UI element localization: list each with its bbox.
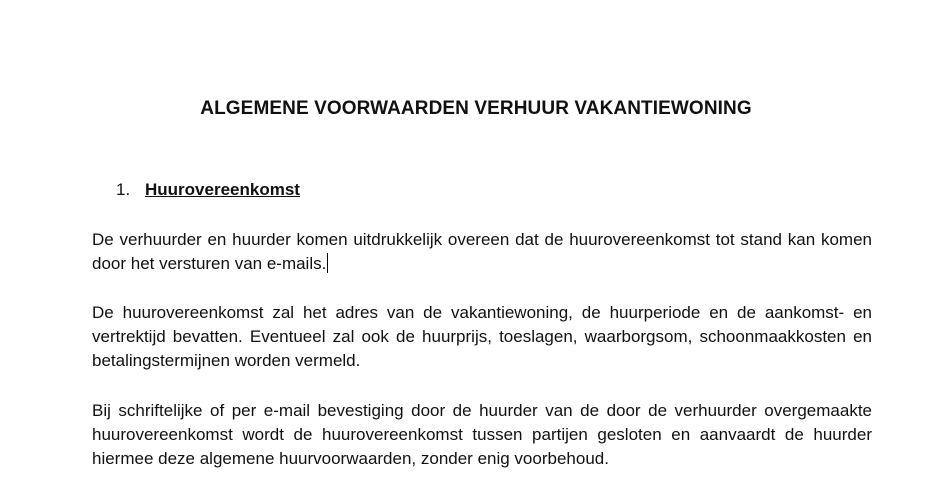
- text-cursor: [327, 253, 328, 273]
- section-heading: [116, 180, 300, 200]
- paragraph-1-text: De verhuurder en huurder komen uitdrukkelijk overeen dat de huurovereenkomst tot stand kan komen door het versturen van e-mails.: [92, 230, 872, 273]
- paragraph-2[interactable]: De huurovereenkomst zal het adres van de vakantiewoning, de huurperiode en de aankomst- en vertrektijd bevatten. Eventueel zal ook de huurprijs, toeslagen, waarborgsom, schoonmaakkosten en betalingstermijnen worden vermeld.: [92, 303, 872, 370]
- document-title: ALGEMENE VOORWAARDEN VERHUUR VAKANTIEWONING: [200, 98, 752, 119]
- section-number: 1.: [116, 180, 131, 199]
- section-heading-label: Huurovereenkomst: [145, 180, 300, 199]
- paragraph-3[interactable]: Bij schriftelijke of per e-mail bevestiging door de huurder van de door de verhuurder overgemaakte huurovereenkomst wordt de huurovereenkomst tussen partijen gesloten en aanvaardt de huurder hiermee deze algemene huurvoorwaarden, zonder enig voorbehoud.: [92, 401, 872, 468]
- paragraph-1[interactable]: [92, 228, 872, 276]
